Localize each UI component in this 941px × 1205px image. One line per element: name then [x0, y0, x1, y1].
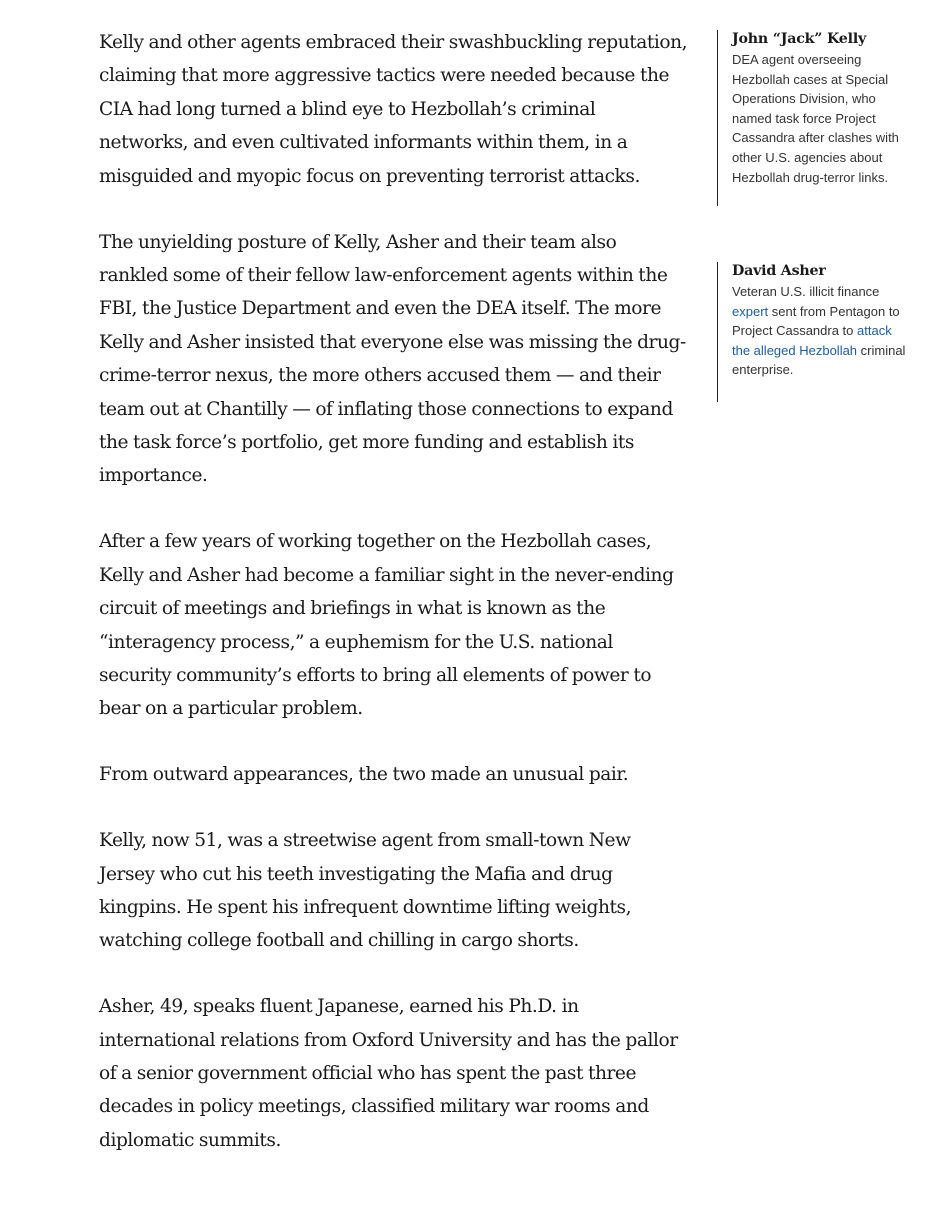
- profile-name: John “Jack” Kelly: [732, 31, 867, 47]
- description-text: criminal enterprise.: [732, 342, 906, 378]
- article-body: [99, 26, 689, 1190]
- article-paragraph: Kelly, now 51, was a streetwise agent from small-town New Jersey who cut his teeth investigating the Mafia and drug kingpins. He spent his infrequent downtime lifting weights, watching college football and chilling in cargo shorts.: [99, 830, 632, 952]
- article-paragraph: Kelly and other agents embraced their swashbuckling reputation, claiming that more aggressive tactics were needed because the CIA had long turned a blind eye to Hezbollah’s criminal networks, and even cultivated informants within them, in a misguided and myopic focus on preventing terrorist attacks.: [99, 32, 688, 187]
- profile-description: [732, 282, 912, 380]
- article-paragraph: From outward appearances, the two made an unusual pair.: [99, 764, 629, 786]
- profile-description: DEA agent overseeing Hezbollah cases at Special Operations Division, who named task force Project Cassandra after clashes with other U.S. agencies about Hezbollah drug-terror links.: [732, 52, 899, 185]
- description-text: Veteran U.S. illicit finance: [732, 284, 880, 299]
- description-text: sent from Pentagon to Project Cassandra to: [732, 303, 900, 339]
- sidebar-profile-asher: [717, 262, 912, 402]
- profile-name: David Asher: [732, 263, 826, 279]
- article-paragraph: The unyielding posture of Kelly, Asher and their team also rankled some of their fellow law-enforcement agents within the FBI, the Justice Department and even the DEA itself. The more Kelly and Asher insisted that everyone else was missing the drug-crime-terror nexus, the more others accused them — and their team out at Chantilly — of inflating those connections to expand the task force’s portfolio, get more funding and establish its importance.: [99, 231, 686, 487]
- article-paragraph: Asher, 49, speaks fluent Japanese, earned his Ph.D. in international relations from Oxford University and has the pallor of a senior government official who has spent the past three decades in policy meetings, classified military war rooms and diplomatic summits.: [99, 996, 678, 1151]
- attack-alleged-hezbollah-link[interactable]: attack the alleged Hezbollah: [732, 323, 892, 358]
- expert-link[interactable]: expert: [732, 303, 769, 319]
- article-paragraph: After a few years of working together on the Hezbollah cases, Kelly and Asher had become a familiar sight in the never-ending circuit of meetings and briefings in what is known as the “interagency process,” a euphemism for the U.S. national security community’s efforts to bring all elements of power to bear on a particular problem.: [99, 531, 674, 720]
- sidebar-profile-kelly: [717, 30, 912, 206]
